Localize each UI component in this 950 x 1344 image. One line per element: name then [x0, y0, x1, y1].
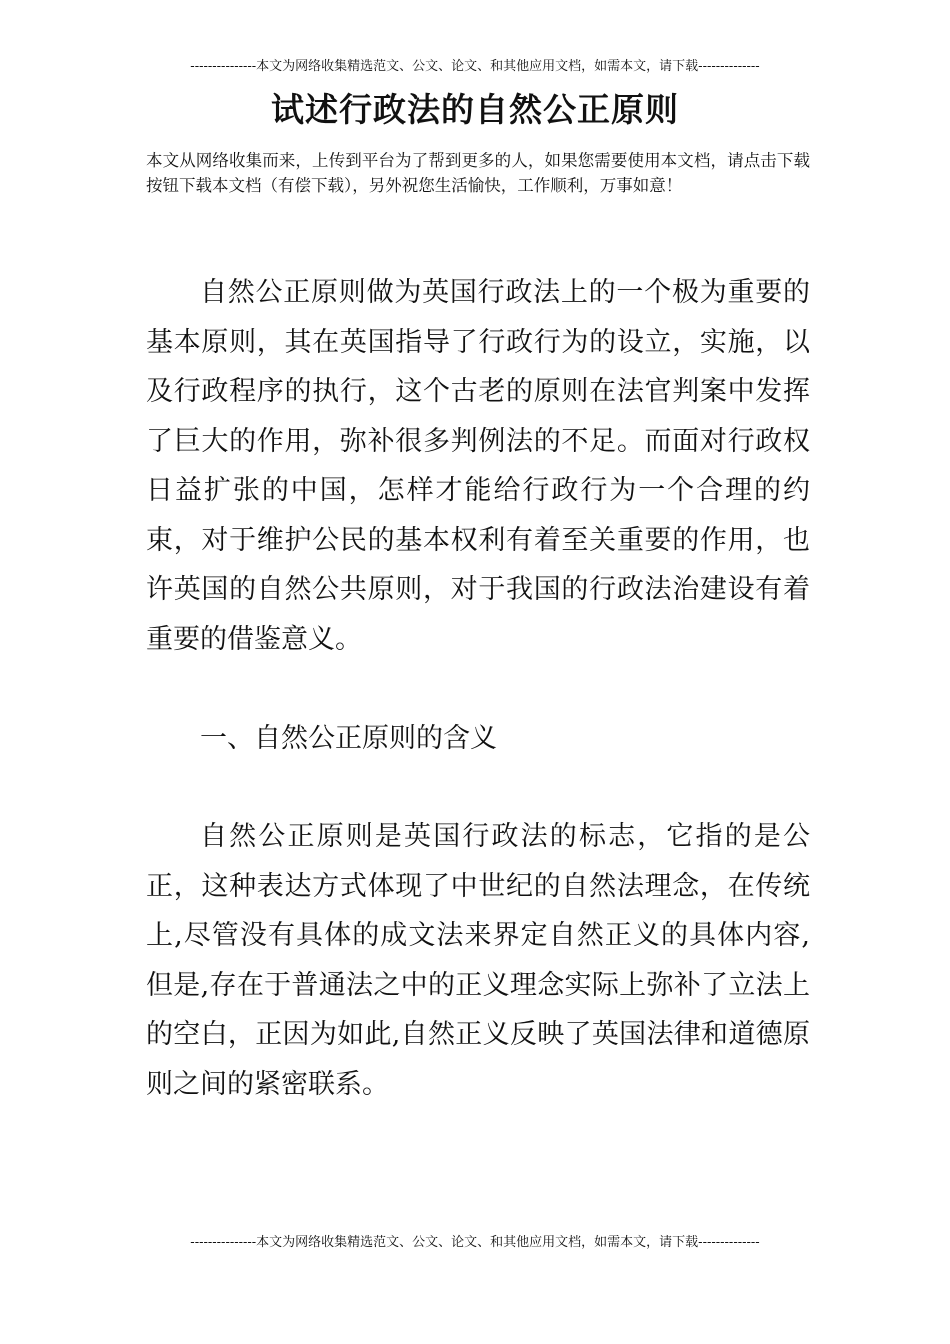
- paragraph-1: 自然公正原则做为英国行政法上的一个极为重要的基本原则，其在英国指导了行政行为的设立，实施，以及行政程序的执行，这个古老的原则在法官判案中发挥了巨大的作用，弥补很多判例法的不足。而面对行政权日益扩张的中国，怎样才能给行政行为一个合理的约束，对于维护公民的基本权利有着至关重要的作用，也许英国的自然公共原则，对于我国的行政法治建设有着重要的借鉴意义。: [146, 277, 810, 655]
- section-heading: 一、自然公正原则的含义: [200, 723, 497, 754]
- header-banner: ---------------本文为网络收集精选范文、公文、论文、和其他应用文档，如需本文，请下载--------------: [190, 59, 760, 74]
- document-title: 试述行政法的自然公正原则: [271, 90, 679, 129]
- paragraph-2: 自然公正原则是英国行政法的标志，它指的是公正，这种表达方式体现了中世纪的自然法理念，在传统上,尽管没有具体的成文法来界定自然正义的具体内容,但是,存在于普通法之中的正义理念实际上弥补了立法上的空白，正因为如此,自然正义反映了英国法律和道德原则之间的紧密联系。: [146, 821, 810, 1100]
- intro-notice: 本文从网络收集而来，上传到平台为了帮到更多的人，如果您需要使用本文档，请点击下载按钮下载本文档（有偿下载），另外祝您生活愉快，工作顺利，万事如意！: [146, 151, 810, 195]
- footer-banner: ---------------本文为网络收集精选范文、公文、论文、和其他应用文档，如需本文，请下载--------------: [190, 1235, 760, 1250]
